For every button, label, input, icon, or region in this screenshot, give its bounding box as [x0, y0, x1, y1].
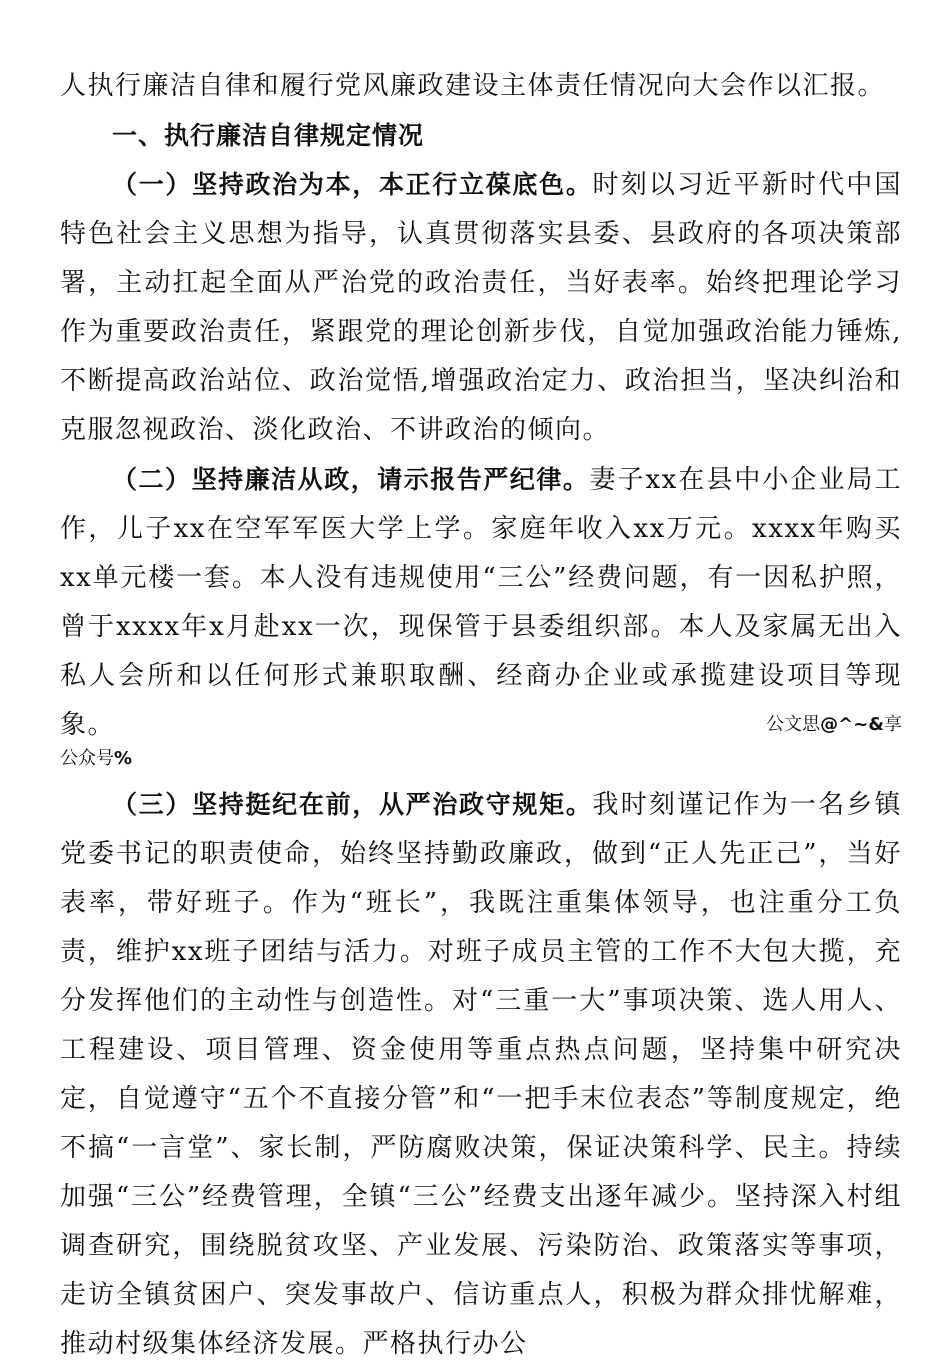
- paragraph-3-lead: （三）坚持挺纪在前，从严治政守规矩。: [112, 790, 593, 819]
- intro-line: 人执行廉洁自律和履行党风廉政建设主体责任情况向大会作以汇报。: [60, 71, 886, 101]
- watermark-part4: 公众号: [60, 748, 114, 769]
- paragraph-2-lead: （二）坚持廉洁从政，请示报告严纪律。: [112, 465, 590, 494]
- watermark-part5: %: [114, 748, 133, 769]
- watermark-line: [60, 712, 902, 738]
- watermark-part2: @^~&: [820, 714, 884, 735]
- watermark-part1: 公文思: [766, 714, 821, 735]
- paragraph-3-body: 我时刻谨记作为一名乡镇党委书记的职责使命，始终坚持勤政廉政，做到“正人先正己”，当好表率，带好班子。作为“班长”，我既注重集体领导，也注重分工负责，维护xx班子团结与活力。对班子成员主管的工作不大包大揽，充分发挥他们的主动性与创造性。对“三重一大”事项决策、选人用人、工程建设、项目管理、资金使用等重点热点问题，坚持集中研究决定，自觉遵守“五个不直接分管”和“一把手末位表态”等制度规定，绝不搞“一言堂”、家长制，严防腐败决策，保证决策科学、民主。持续加强“三公”经费管理，全镇“三公”经费支出逐年减少。坚持深入村组调查研究，围绕脱贫攻坚、产业发展、污染防治、政策落实等事项，走访全镇贫困户、突发事故户、信访重点人，积极为群众排忧解难，推动村级集体经济发展。严格执行办公: [60, 790, 902, 1359]
- paragraph-1-body: 时刻以习近平新时代中国特色社会主义思想为指导，认真贯彻落实县委、县政府的各项决策部署，主动扛起全面从严治党的政治责任，当好表率。始终把理论学习作为重要政治责任，紧跟党的理论创新步伐，自觉加强政治能力锤炼,不断提高政治站位、政治觉悟,增强政治定力、政治担当，坚决纠治和克服忽视政治、淡化政治、不讲政治的倾向。: [60, 170, 902, 445]
- paragraph-2-body: 妻子xx在县中小企业局工作，儿子xx在空军军医大学上学。家庭年收入xx万元。xxxx年购买xx单元楼一套。本人没有违规使用“三公”经费问题，有一因私护照，曾于xxxx年x月赴xx一次，现保管于县委组织部。本人及家属无出入私人会所和以任何形式兼职取酬、经商办企业或承揽建设项目等现象。: [60, 465, 902, 740]
- paragraph-1-lead: （一）坚持政治为本，本正行立葆底色。: [112, 170, 593, 199]
- paragraph-1: [60, 160, 902, 455]
- watermark-part3: 享: [884, 714, 902, 735]
- watermark-tail: [60, 744, 902, 774]
- paragraph-2: [60, 455, 902, 750]
- paragraph-3: [60, 780, 902, 1369]
- document-page: [60, 62, 902, 1369]
- section-heading: 一、执行廉洁自律规定情况: [112, 121, 425, 150]
